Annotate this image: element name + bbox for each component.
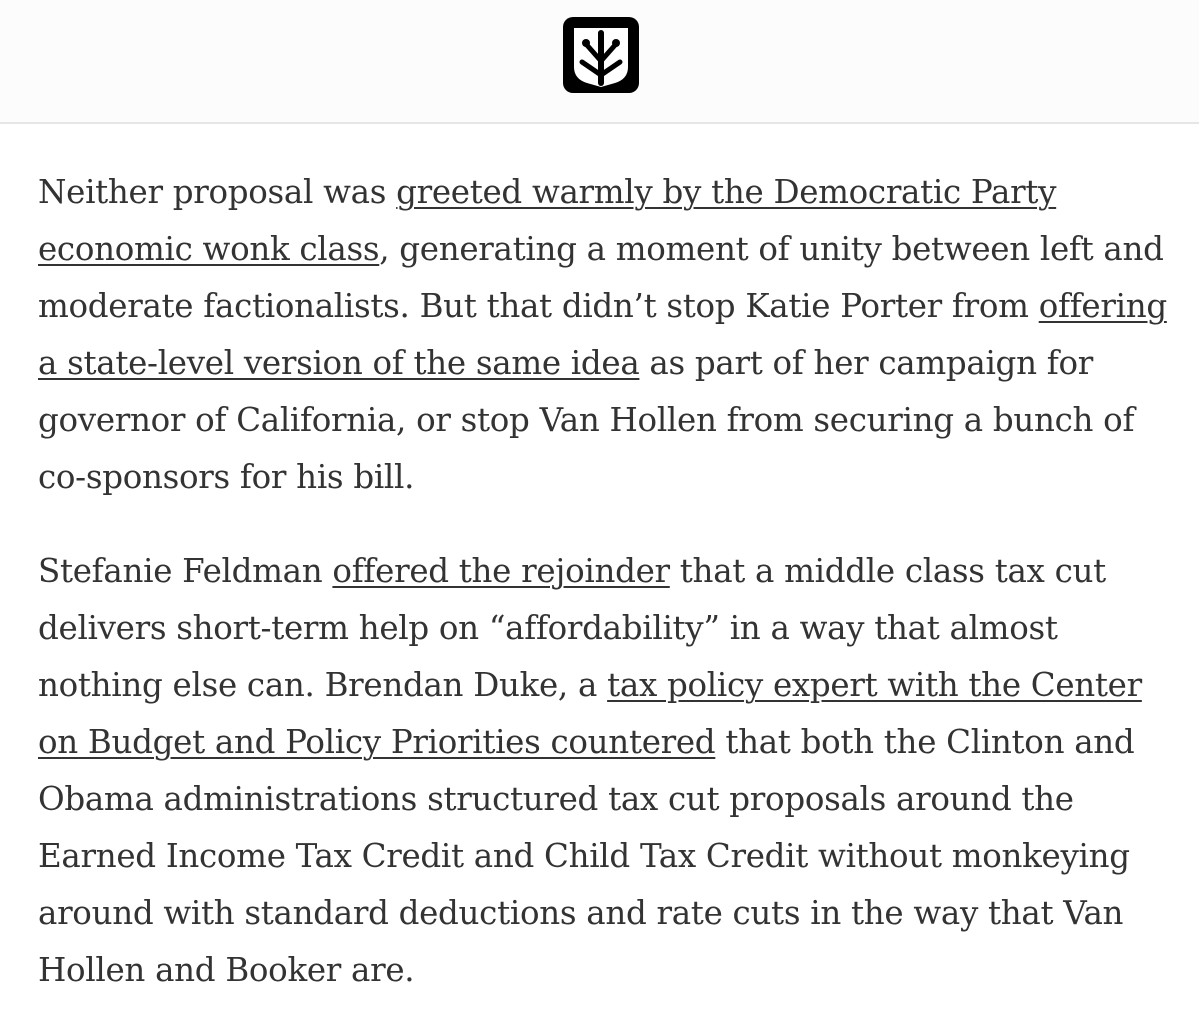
state-level-version-link[interactable]: offering a state-level version of the same idea [38,287,1167,382]
paragraph-text: Neither proposal was [38,173,397,211]
publication-logo-icon[interactable] [563,17,639,93]
paragraph-text: Stefanie Feldman [38,552,333,590]
offered-rejoinder-link[interactable]: offered the rejoinder [332,552,670,590]
paragraph-text: that a middle class tax cut delivers short-term help on “affordability” in a way that almost nothing else can. Brendan Duke, a [38,552,1106,704]
paragraph-text: , generating a moment of unity between left and moderate factionalists. But that didn’t stop Katie Porter from [38,230,1164,325]
paragraph-text: as part of her campaign for governor of California, or stop Van Hollen from securing a bunch of co-sponsors for his bill. [38,344,1135,496]
article-body [38,164,1178,1036]
article-paragraph-1 [38,164,1178,506]
publication-logo-svg [563,17,639,93]
tax-policy-expert-link[interactable]: tax policy expert with the Center on Budget and Policy Priorities countered [38,666,1142,761]
article-paragraph-2 [38,543,1178,999]
site-header [0,0,1199,124]
paragraph-text: that both the Clinton and Obama administrations structured tax cut proposals around the Earned Income Tax Credit and Child Tax Credit without monkeying around with standard deductions and rate cuts in the way that Van Hollen and Booker are. [38,723,1135,989]
greeted-warmly-link[interactable]: greeted warmly by the Democratic Party economic wonk class [38,173,1057,268]
